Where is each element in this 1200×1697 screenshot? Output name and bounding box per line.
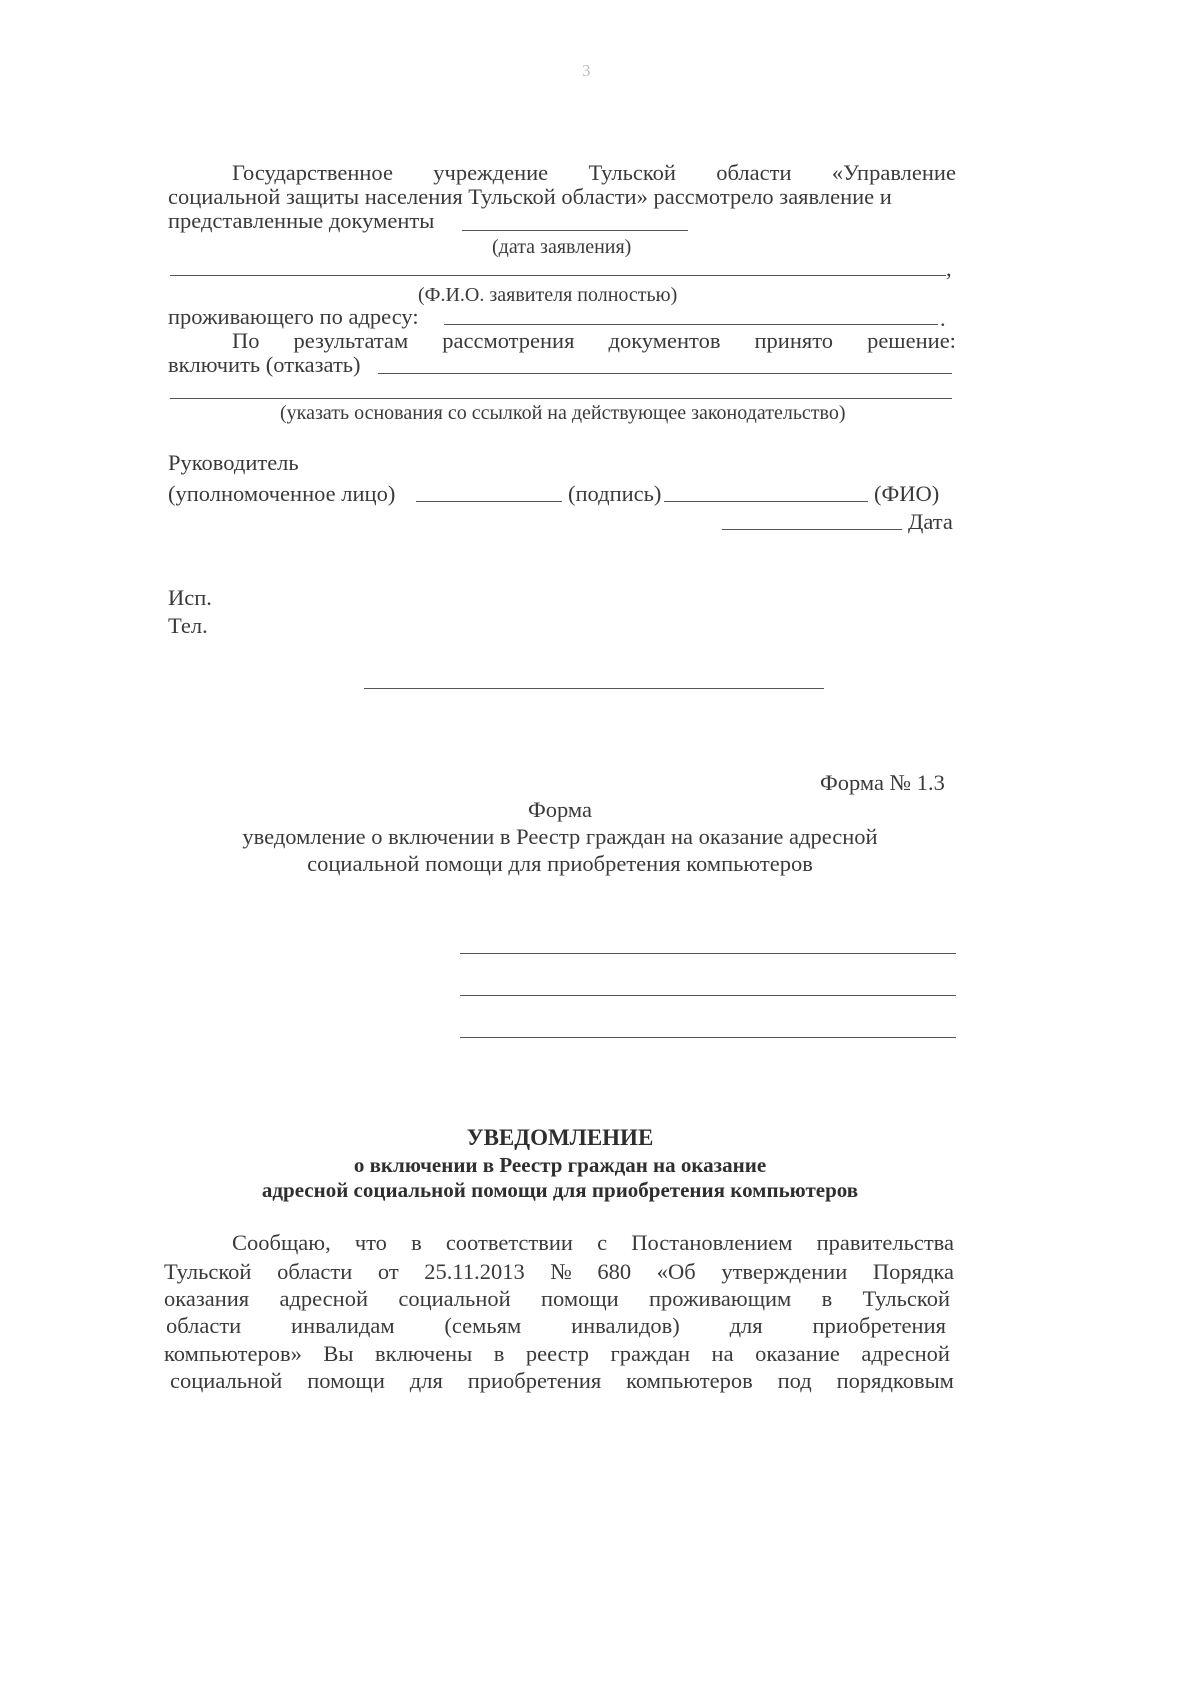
- word: «Об: [656, 1259, 696, 1284]
- comma: ,: [946, 256, 952, 281]
- word: документов: [608, 328, 721, 353]
- form-number: Форма № 1.3: [820, 770, 945, 795]
- addressee-line-3: [460, 1037, 956, 1038]
- include-label: включить (отказать): [168, 352, 361, 377]
- addressee-line-1: [460, 953, 956, 954]
- word: что: [354, 1230, 387, 1255]
- word: приобретения: [812, 1313, 946, 1338]
- authorized-label: (уполномоченное лицо): [168, 481, 396, 506]
- results-line: [232, 328, 956, 354]
- word: оказания: [164, 1286, 250, 1311]
- word: Тульской: [862, 1286, 950, 1311]
- date-label: Дата: [908, 509, 953, 534]
- head-name-field: [664, 501, 868, 502]
- word: Тульской: [588, 160, 676, 185]
- form-title: Форма: [527, 797, 592, 822]
- word: приобретения: [467, 1368, 602, 1393]
- word: инвалидов): [571, 1313, 680, 1338]
- word: социальной: [170, 1368, 283, 1393]
- form-subtitle-line-1: уведомление о включении в Реестр граждан на оказание адресной: [242, 824, 878, 849]
- body-line-4: [166, 1313, 946, 1339]
- word: оказание: [755, 1341, 840, 1366]
- word: компьютеров»: [164, 1341, 302, 1366]
- word: №: [550, 1259, 572, 1284]
- word: реестр: [525, 1341, 590, 1366]
- executor-label: Исп.: [168, 585, 212, 610]
- word: порядковым: [836, 1368, 954, 1393]
- fio-label: (ФИО): [874, 481, 940, 506]
- word: на: [711, 1341, 734, 1366]
- word: области: [716, 160, 792, 185]
- fio-caption: (Ф.И.О. заявителя полностью): [418, 284, 678, 306]
- word: компьютеров: [626, 1368, 753, 1393]
- word: «Управление: [831, 160, 956, 185]
- period: .: [940, 306, 946, 331]
- body-line-5: [164, 1341, 950, 1367]
- body-line-3: [164, 1286, 950, 1312]
- basis-caption: (указать основания со ссылкой на действующее законодательство): [280, 402, 846, 424]
- addressee-line-2: [460, 995, 956, 996]
- word: решение:: [867, 328, 956, 353]
- word: в: [411, 1230, 422, 1255]
- body-line-1: [232, 1230, 954, 1256]
- word: результатам: [293, 328, 409, 353]
- head-label: Руководитель: [168, 450, 299, 475]
- word: для: [729, 1313, 763, 1338]
- word: с: [597, 1230, 608, 1255]
- word: (семьям: [444, 1313, 522, 1338]
- intro-line-3: представленные документы: [168, 208, 435, 233]
- word: Государственное: [232, 160, 393, 185]
- date-caption: (дата заявления): [492, 236, 632, 258]
- word: для: [409, 1368, 443, 1393]
- intro-line-1: [232, 160, 956, 186]
- word: правительства: [816, 1230, 954, 1255]
- section-divider: [364, 688, 824, 689]
- decision-field: [378, 373, 952, 374]
- word: Тульской: [164, 1259, 252, 1284]
- body-line-2: [164, 1259, 954, 1285]
- word: социальной: [398, 1286, 511, 1311]
- word: учреждение: [433, 160, 549, 185]
- word: в: [821, 1286, 833, 1311]
- address-field: [444, 324, 938, 325]
- word: помощи: [307, 1368, 385, 1393]
- word: области: [277, 1259, 353, 1284]
- word: соответствии: [445, 1230, 573, 1255]
- word: 680: [597, 1259, 632, 1284]
- word: адресной: [279, 1286, 369, 1311]
- signing-date-field: [722, 529, 902, 530]
- intro-line-2: социальной защиты населения Тульской области» рассмотрело заявление и: [168, 184, 892, 209]
- address-label: проживающего по адресу:: [168, 304, 419, 329]
- body-line-6: [170, 1368, 954, 1394]
- phone-label: Тел.: [168, 613, 208, 638]
- applicant-name-field: [170, 275, 946, 276]
- word: граждан: [610, 1341, 691, 1366]
- word: рассмотрения: [442, 328, 575, 353]
- notification-subheading-line-2: адресной социальной помощи для приобретения компьютеров: [261, 1178, 859, 1202]
- notification-heading: УВЕДОМЛЕНИЕ: [466, 1125, 654, 1150]
- signature-field: [416, 501, 562, 502]
- word: инвалидам: [291, 1313, 395, 1338]
- word: от: [377, 1259, 399, 1284]
- word: проживающим: [649, 1286, 792, 1311]
- word: адресной: [861, 1341, 950, 1366]
- word: под: [777, 1368, 812, 1393]
- word: Порядка: [872, 1259, 954, 1284]
- signature-label: (подпись): [568, 481, 662, 506]
- word: принято: [754, 328, 834, 353]
- page-number: 3: [582, 61, 591, 80]
- basis-field: [170, 398, 952, 399]
- word: По: [232, 328, 260, 353]
- word: включены: [375, 1341, 473, 1366]
- word: утверждении: [721, 1259, 848, 1284]
- word: Постановлением: [631, 1230, 793, 1255]
- form-subtitle-line-2: социальной помощи для приобретения компьютеров: [307, 851, 813, 876]
- word: 25.11.2013: [424, 1259, 525, 1284]
- word: Вы: [323, 1341, 354, 1366]
- application-date-field: [462, 230, 688, 231]
- word: области: [166, 1313, 242, 1338]
- word: помощи: [540, 1286, 619, 1311]
- word: Сообщаю,: [232, 1230, 331, 1255]
- notification-subheading-line-1: о включении в Реестр граждан на оказание: [353, 1153, 767, 1177]
- word: в: [493, 1341, 505, 1366]
